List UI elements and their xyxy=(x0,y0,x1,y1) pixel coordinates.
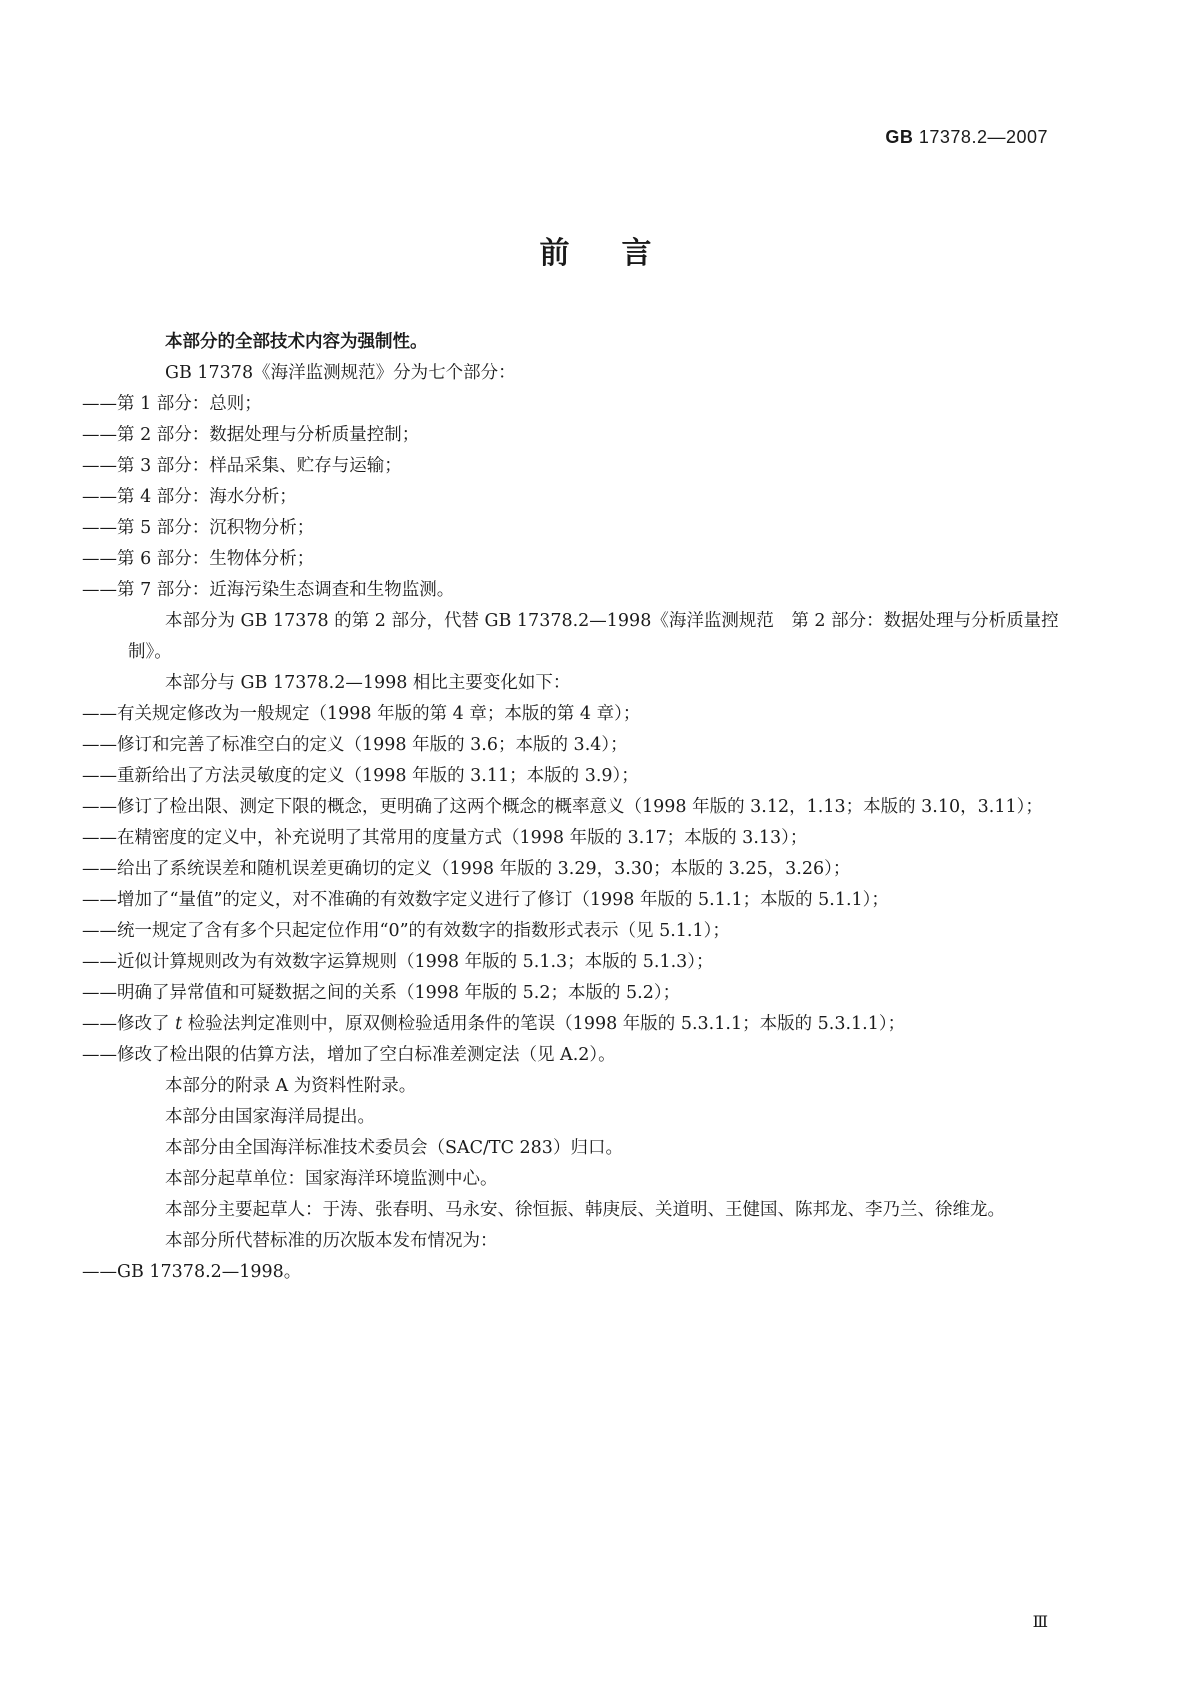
change-item: ——近似计算规则改为有效数字运算规则（1998 年版的 5.1.3；本版的 5.1.3）； xyxy=(82,952,714,972)
change-item: ——重新给出了方法灵敏度的定义（1998 年版的 3.11；本版的 3.9）； xyxy=(82,766,639,786)
change-item: ——有关规定修改为一般规定（1998 年版的第 4 章；本版的第 4 章）； xyxy=(82,704,641,724)
change-item: ——明确了异常值和可疑数据之间的关系（1998 年版的 5.2；本版的 5.2）； xyxy=(82,983,681,1003)
part-item: ——第 2 部分：数据处理与分析质量控制； xyxy=(82,425,420,445)
mandatory-statement: 本部分的全部技术内容为强制性。 xyxy=(165,332,428,352)
part-item: ——第 1 部分：总则； xyxy=(82,394,262,414)
history-item: ——GB 17378.2—1998。 xyxy=(82,1262,302,1282)
change-item: ——在精密度的定义中，补充说明了其常用的度量方式（1998 年版的 3.17；本版的 3.13）； xyxy=(82,828,808,848)
change-item: ——统一规定了含有多个只起定位作用“0”的有效数字的指数形式表示（见 5.1.1）； xyxy=(82,921,730,941)
page-title: 前言 xyxy=(539,236,704,271)
part-item: ——第 3 部分：样品采集、贮存与运输； xyxy=(82,456,402,476)
standard-number: 17378.2—2007 xyxy=(913,127,1048,147)
drafters: 本部分主要起草人：于涛、张春明、马永安、徐恒振、韩庚辰、关道明、王健国、陈邦龙、李乃兰、徐维龙。 xyxy=(165,1200,1005,1220)
t-variable: t xyxy=(175,1014,183,1034)
parts-intro: GB 17378《海洋监测规范》分为七个部分： xyxy=(165,363,516,383)
change-t-suffix: 检验法判定准则中，原双侧检验适用条件的笔误（1998 年版的 5.3.1.1；本版的 5.3.1.1）； xyxy=(182,1014,906,1034)
changes-intro: 本部分与 GB 17378.2—1998 相比主要变化如下： xyxy=(165,673,571,693)
centralized-by: 本部分由全国海洋标准技术委员会（SAC/TC 283）归口。 xyxy=(165,1138,623,1158)
change-item: ——修订和完善了标准空白的定义（1998 年版的 3.6；本版的 3.4）； xyxy=(82,735,628,755)
standard-prefix: GB xyxy=(885,127,914,147)
part-item: ——第 7 部分：近海污染生态调查和生物监测。 xyxy=(82,580,455,600)
change-t-prefix: ——修改了 xyxy=(82,1014,176,1034)
drafting-unit: 本部分起草单位：国家海洋环境监测中心。 xyxy=(165,1169,498,1189)
foreword-body xyxy=(82,327,1064,1288)
standard-code xyxy=(885,127,1048,148)
history-intro: 本部分所代替标准的历次版本发布情况为： xyxy=(165,1231,498,1251)
change-item-t-test xyxy=(82,1009,1064,1040)
change-item: ——修改了检出限的估算方法，增加了空白标准差测定法（见 A.2）。 xyxy=(82,1045,616,1065)
change-item: ——修订了检出限、测定下限的概念，更明确了这两个概念的概率意义（1998 年版的 3.12，1.13；本版的 3.10，3.11）； xyxy=(82,797,1043,817)
annex-statement: 本部分的附录 A 为资料性附录。 xyxy=(165,1076,417,1096)
part-item: ——第 6 部分：生物体分析； xyxy=(82,549,315,569)
proposed-by: 本部分由国家海洋局提出。 xyxy=(165,1107,375,1127)
change-item: ——增加了“量值”的定义，对不准确的有效数字定义进行了修订（1998 年版的 5.1.1；本版的 5.1.1）； xyxy=(82,890,889,910)
page-number: Ⅲ xyxy=(1032,1612,1048,1631)
change-item: ——给出了系统误差和随机误差更确切的定义（1998 年版的 3.29，3.30；本版的 3.25，3.26）； xyxy=(82,859,851,879)
part-item: ——第 4 部分：海水分析； xyxy=(82,487,297,507)
part-item: ——第 5 部分：沉积物分析； xyxy=(82,518,315,538)
replaces-statement: 本部分为 GB 17378 的第 2 部分，代替 GB 17378.2—1998《海洋监测规范 第 2 部分：数据处理与分析质量控制》。 xyxy=(128,611,1059,662)
